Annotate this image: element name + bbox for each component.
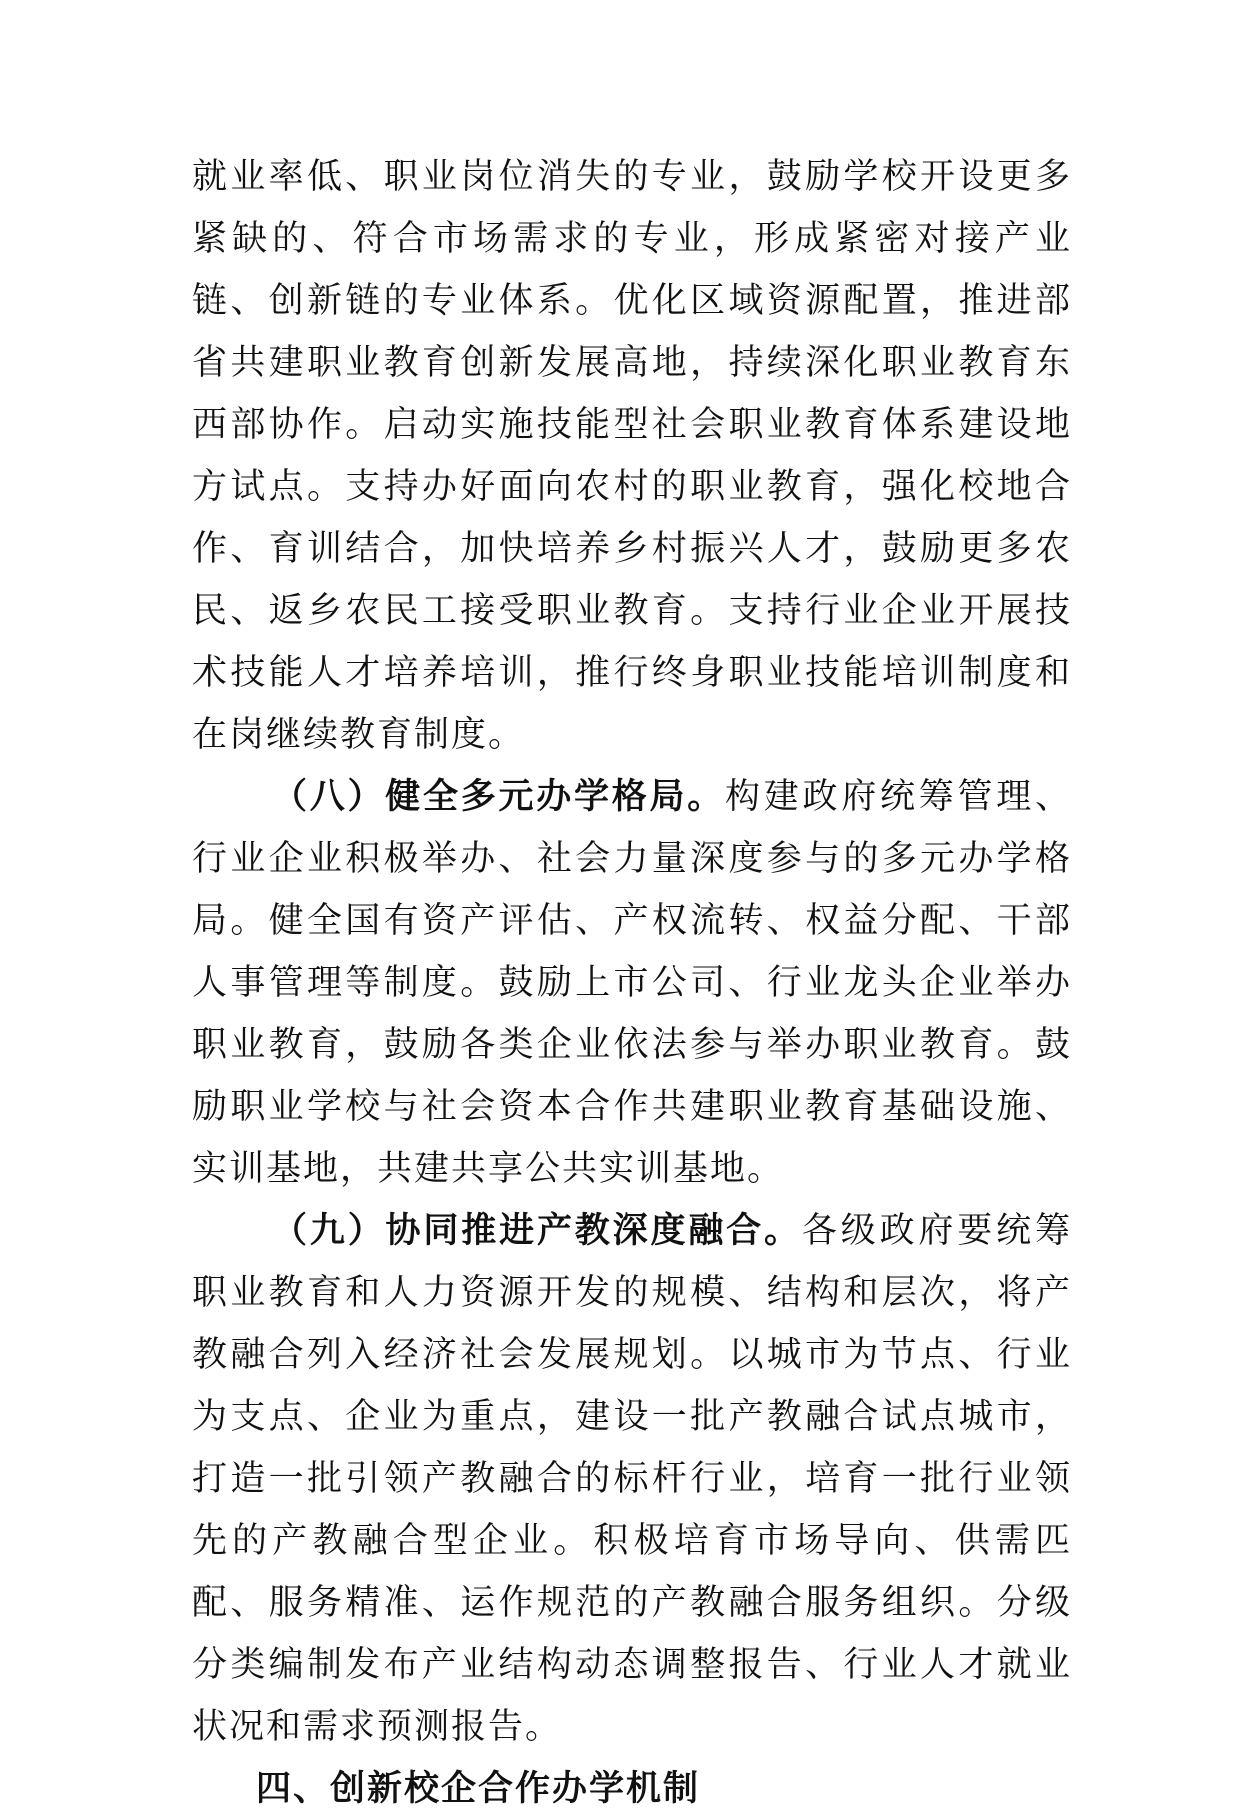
document-page <box>192 146 1072 1820</box>
paragraph-text: 各级政府要统筹职业教育和人力资源开发的规模、结构和层次，将产教融合列入经济社会发展规划。以城市为节点、行业为支点、企业为重点，建设一批产教融合试点城市，打造一批引领产教融合的标杆行业，培育一批行业领先的产教融合型企业。积极培育市场导向、供需匹配、服务精准、运作规范的产教融合服务组织。分级分类编制发布产业结构动态调整报告、行业人才就业状况和需求预测报告。 <box>192 1211 1072 1747</box>
paragraph-vocational-programs <box>192 146 1072 766</box>
paragraph-section-8 <box>192 766 1072 1200</box>
section-8-lead: （八）健全多元办学格局。 <box>272 777 725 817</box>
section-heading: 四、创新校企合作办学机制 <box>256 1769 701 1809</box>
paragraph-text: 构建政府统筹管理、行业企业积极举办、社会力量深度参与的多元办学格局。健全国有资产评估、产权流转、权益分配、干部人事管理等制度。鼓励上市公司、行业龙头企业举办职业教育，鼓励各类企业依法参与举办职业教育。鼓励职业学校与社会资本合作共建职业教育基础设施、实训基地，共建共享公共实训基地。 <box>192 777 1072 1189</box>
paragraph-text: 就业率低、职业岗位消失的专业，鼓励学校开设更多紧缺的、符合市场需求的专业，形成紧密对接产业链、创新链的专业体系。优化区域资源配置，推进部省共建职业教育创新发展高地，持续深化职业教育东西部协作。启动实施技能型社会职业教育体系建设地方试点。支持办好面向农村的职业教育，强化校地合作、育训结合，加快培养乡村振兴人才，鼓励更多农民、返乡农民工接受职业教育。支持行业企业开展技术技能人才培养培训，推行终身职业技能培训制度和在岗继续教育制度。 <box>192 157 1072 755</box>
paragraph-section-9 <box>192 1200 1072 1758</box>
section-9-lead: （九）协同推进产教深度融合。 <box>272 1211 802 1251</box>
